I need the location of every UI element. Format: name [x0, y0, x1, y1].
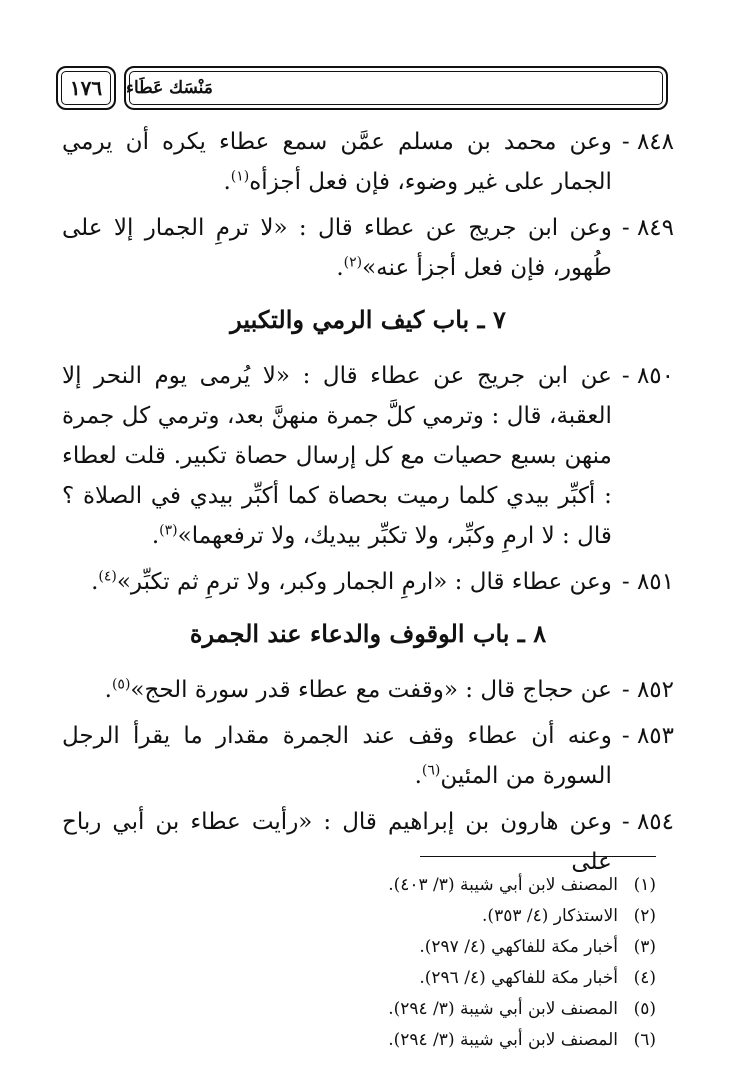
footnote-ref: (٦) — [421, 762, 441, 779]
footnote-number: (١) — [633, 875, 656, 895]
entry-punct: . — [151, 523, 160, 549]
footnote-number: (٦) — [633, 1030, 656, 1050]
footnote-number: (٤) — [633, 968, 656, 988]
footnote-2 — [180, 901, 656, 932]
footnote-number: (٣) — [633, 937, 656, 957]
entry-number: ٨٤٨ - — [621, 129, 674, 155]
entry-850 — [62, 356, 674, 556]
entry-body: عن ابن جريج عن عطاء قال : «لا يُرمى يوم النحر إلا العقبة، قال : وترمي كلَّ جمرة منهنَّ بعد، وترمي كل جمرة منهن بسبع حصيات مع كل إرسال حصاة تكبير. قلت لعطاء : أكبِّر بيدي كلما رميت بحصاة كما أكبِّر بيدي في الصلاة ؟ قال : لا ارمِ وكبِّر، ولا تكبِّر بيديك، ولا ترفعهما» — [62, 363, 612, 549]
entry-number: ٨٥٢ - — [621, 677, 674, 703]
entry-text — [62, 356, 612, 556]
footnote-4 — [180, 963, 656, 994]
entry-text — [62, 208, 612, 288]
footnote-text: الاستذكار (٤/ ٣٥٣). — [482, 906, 618, 926]
entry-851 — [62, 562, 674, 602]
entry-punct: . — [104, 677, 112, 703]
entry-punct: . — [414, 763, 422, 789]
entry-body: عن حجاج قال : «وقفت مع عطاء قدر سورة الحج» — [130, 677, 612, 703]
footnote-5 — [180, 994, 656, 1025]
entry-853 — [62, 716, 674, 796]
footnote-number: (٢) — [633, 906, 656, 926]
footnote-text: المصنف لابن أبي شيبة (٣/ ٤٠٣). — [388, 875, 618, 895]
footnote-ref: (٥) — [111, 676, 131, 693]
entry-number: ٨٥٠ - — [621, 363, 674, 389]
footnote-divider — [420, 856, 656, 857]
entry-848 — [62, 122, 674, 202]
footnote-6 — [180, 1025, 656, 1056]
entry-849 — [62, 208, 674, 288]
entry-body: وعن هارون بن إبراهيم قال : «رأيت عطاء بن أبي رباح على — [62, 809, 612, 875]
section-heading-8: ٨ ـ باب الوقوف والدعاء عند الجمرة — [189, 619, 547, 648]
footnotes — [180, 870, 656, 1056]
footnote-text: أخبار مكة للفاكهي (٤/ ٢٩٦). — [419, 968, 618, 988]
footnote-text: المصنف لابن أبي شيبة (٣/ ٢٩٤). — [388, 1030, 618, 1050]
entry-body: وعن محمد بن مسلم عمَّن سمع عطاء يكره أن يرمي الجمار على غير وضوء، فإن فعل أجزأه — [62, 129, 612, 195]
entry-punct: . — [223, 169, 231, 195]
entry-text — [62, 122, 612, 202]
main-text — [62, 122, 674, 888]
page-number: ١٧٦ — [56, 66, 116, 110]
entry-852 — [62, 670, 674, 710]
running-title: مَنْسَك عَطَاء — [124, 66, 668, 110]
footnote-1 — [180, 870, 656, 901]
page-header — [56, 66, 668, 110]
footnote-number: (٥) — [633, 999, 656, 1019]
footnote-ref: (٤) — [98, 568, 117, 585]
entry-text — [62, 716, 612, 796]
footnote-text: أخبار مكة للفاكهي (٤/ ٢٩٧). — [419, 937, 618, 957]
entry-punct: . — [336, 255, 344, 281]
entry-text — [62, 562, 612, 602]
footnote-ref: (٣) — [159, 522, 178, 539]
entry-number: ٨٤٩ - — [621, 215, 674, 241]
entry-number: ٨٥١ - — [621, 569, 674, 595]
entry-body: وعن ابن جريج عن عطاء قال : «لا ترمِ الجمار إلا على طُهور، فإن فعل أجزأ عنه» — [62, 215, 612, 281]
entry-punct: . — [91, 569, 99, 595]
footnote-ref: (١) — [230, 168, 250, 185]
entry-text — [62, 670, 612, 710]
footnote-text: المصنف لابن أبي شيبة (٣/ ٢٩٤). — [388, 999, 618, 1019]
footnote-3 — [180, 932, 656, 963]
entry-number: ٨٥٣ - — [621, 723, 674, 749]
entry-body: وعنه أن عطاء وقف عند الجمرة مقدار ما يقرأ الرجل السورة من المئين — [62, 723, 612, 789]
entry-body: وعن عطاء قال : «ارمِ الجمار وكبر، ولا ترمِ ثم تكبِّر» — [116, 569, 612, 595]
footnote-ref: (٢) — [343, 254, 363, 271]
entry-number: ٨٥٤ - — [621, 809, 674, 835]
section-heading-7: ٧ ـ باب كيف الرمي والتكبير — [230, 305, 506, 334]
